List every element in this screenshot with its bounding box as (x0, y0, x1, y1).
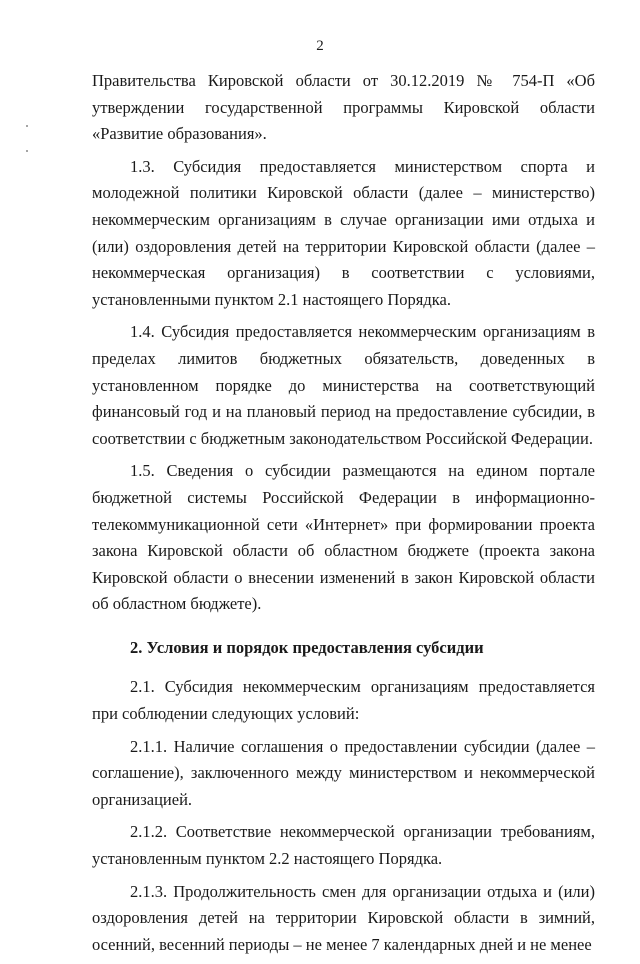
margin-mark (26, 125, 28, 127)
paragraph-2-1-2: 2.1.2. Соответствие некоммерческой организации требованиям, установленным пунктом 2.2 настоящего Порядка. (92, 822, 595, 869)
paragraph-2-1-1: 2.1.1. Наличие соглашения о предоставлении субсидии (далее – соглашение), заключенного между министерством и некоммерческой организацией. (92, 736, 595, 809)
paragraph-continuation: Правительства Кировской области от 30.12.2019 № 754-П «Об утверждении государственной программы Кировской области «Развитие образования». (92, 71, 595, 144)
paragraph-2-1-3: 2.1.3. Продолжительность смен для организации отдыха и (или) оздоровления детей на территории Кировской области в зимний, осенний, весенний периоды – не менее 7 календарных дней и не менее (92, 881, 595, 954)
paragraph-1-3: 1.3. Субсидия предоставляется министерством спорта и молодежной политики Кировской области (далее – министерство) некоммерческим организациям в случае организации ими отдыха и (или) оздоровления детей на территории Кировской области (далее – некоммерческая организация) в соответствии с условиями, установленными пунктом 2.1 настоящего Порядка. (92, 156, 595, 309)
section-heading: 2. Условия и порядок предоставления субсидии (130, 637, 484, 657)
document-body (92, 68, 595, 964)
paragraph-1-4: 1.4. Субсидия предоставляется некоммерческим организациям в пределах лимитов бюджетных обязательств, доведенных в установленном порядке до министерства на соответствующий финансовый год и на плановый период на предоставление субсидии, в соответствии с бюджетным законодательством Российской Федерации. (92, 322, 595, 448)
margin-mark (26, 150, 28, 152)
page-number: 2 (316, 38, 324, 54)
paragraph-2-1: 2.1. Субсидия некоммерческим организациям предоставляется при соблюдении следующих условий: (92, 677, 595, 724)
paragraph-1-5: 1.5. Сведения о субсидии размещаются на едином портале бюджетной системы Российской Федерации в информационно-телекоммуникационной сети «Интернет» при формировании проекта закона Кировской области об областном бюджете (проекта закона Кировской области о внесении изменений в закон Кировской области об областном бюджете). (92, 461, 595, 614)
